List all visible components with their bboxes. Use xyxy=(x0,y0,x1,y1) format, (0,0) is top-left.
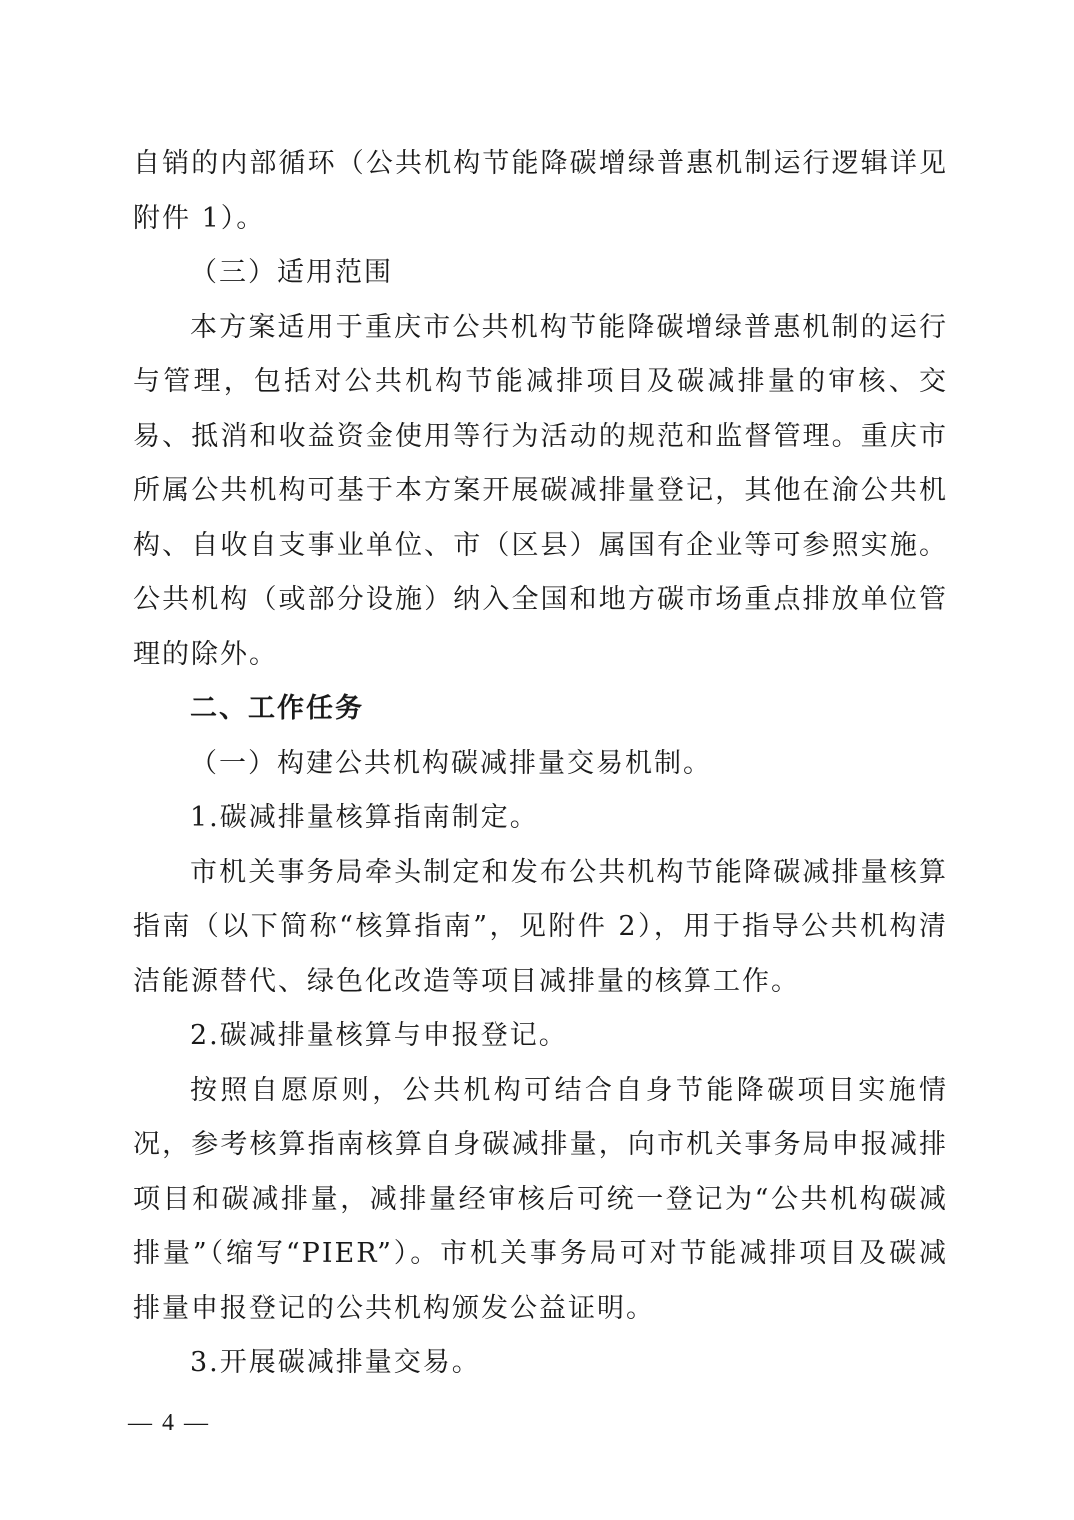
page-number: — 4 — xyxy=(128,1410,210,1436)
section-heading-scope: （三）适用范围 xyxy=(190,257,393,288)
item-heading-registration: 2.碳减排量核算与申报登记。 xyxy=(190,1020,568,1051)
item-heading-trading: 3.开展碳减排量交易。 xyxy=(190,1347,481,1378)
subsection-heading-mechanism: （一）构建公共机构碳减排量交易机制。 xyxy=(190,747,712,779)
section-heading-tasks: 二、工作任务 xyxy=(190,693,364,724)
item-heading-guide: 1.碳减排量核算指南制定。 xyxy=(190,802,539,833)
paragraph-registration: 按照自愿原则，公共机构可结合自身节能降碳项目实施情况，参考核算指南核算自身碳减排量，向市机关事务局申报减排项目和碳减排量，减排量经审核后可统一登记为“公共机构碳减排量”（缩写“PIER”）。市机关事务局可对节能减排项目及碳减排量申报登记的公共机构颁发公益证明。 xyxy=(133,1074,948,1324)
paragraph-continuation: 自销的内部循环（公共机构节能降碳增绿普惠机制运行逻辑详见附件 1）。 xyxy=(133,148,948,234)
document-body xyxy=(133,137,948,1391)
paragraph-scope: 本方案适用于重庆市公共机构节能降碳增绿普惠机制的运行与管理，包括对公共机构节能减排项目及碳减排量的审核、交易、抵消和收益资金使用等行为活动的规范和监督管理。重庆市所属公共机构可基于本方案开展碳减排量登记，其他在渝公共机构、自收自支事业单位、市（区县）属国有企业等可参照实施。公共机构（或部分设施）纳入全国和地方碳市场重点排放单位管理的除外。 xyxy=(133,311,948,670)
paragraph-guide: 市机关事务局牵头制定和发布公共机构节能降碳减排量核算指南（以下简称“核算指南”，见附件 2），用于指导公共机构清洁能源替代、绿色化改造等项目减排量的核算工作。 xyxy=(133,856,948,997)
